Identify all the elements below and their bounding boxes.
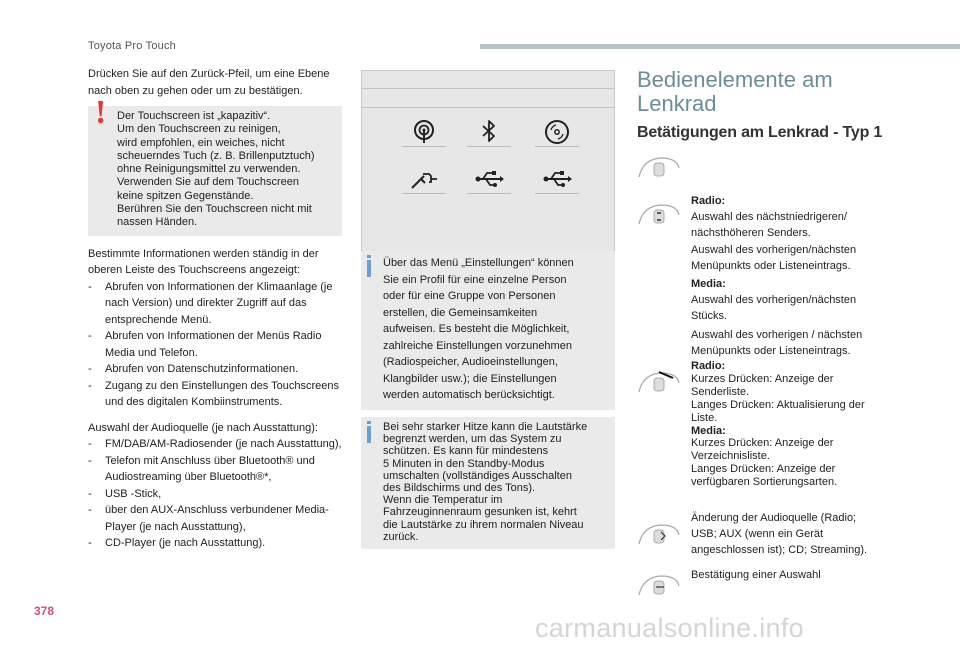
warning-line: scheuerndes Tuch (z. B. Brillenputztuch): [117, 149, 315, 162]
steering-list-icon: [637, 370, 681, 396]
radio-icon[interactable]: [409, 117, 439, 147]
warning-line: nassen Händen.: [117, 216, 198, 229]
desc-line: Änderung der Audioquelle (Radio;: [691, 512, 857, 524]
desc-line: Menüpunkts oder Listeneintrags.: [691, 259, 851, 272]
desc-line: Auswahl des vorherigen/nächsten: [691, 243, 857, 256]
desc-line: verfügbaren Sortierungsarten.: [691, 476, 838, 489]
section-title: [637, 68, 833, 116]
info-line: aufweisen. Es besteht die Möglichkeit,: [383, 323, 570, 335]
info-line: begrenzt werden, um das System zu: [383, 433, 562, 446]
usb-icon[interactable]: [542, 164, 572, 194]
info-line: Bei sehr starker Hitze kann die Lautstärke: [383, 421, 588, 433]
info-line: die Lautstärke zu ihrem normalen Niveau: [383, 518, 584, 531]
info-line: zurück.: [383, 530, 419, 543]
icon-underline: [402, 193, 446, 194]
list-item: - CD-Player (je nach Ausstattung).: [88, 535, 342, 552]
desc-line: angeschlossen ist); CD; Streaming).: [691, 544, 868, 557]
info-line: erstellen, die Gemeinsamkeiten: [383, 306, 538, 319]
info-line: des Bildschirms und des Tons).: [383, 482, 536, 495]
warning-line: Verwenden Sie auf dem Touchscreen: [117, 176, 300, 189]
info-line: Über das Menü „Einstellungen“ können: [383, 257, 574, 269]
section-title-line: Lenkrad: [637, 91, 717, 116]
section-title-line: Bedienelemente am: [637, 67, 833, 92]
info-line: schützen. Es kann für mindestens: [383, 445, 549, 458]
list-item: - USB -Stick,: [88, 486, 342, 503]
control-desc-list: [691, 360, 891, 489]
page-number: 378: [34, 604, 55, 618]
list-item: - Zugang zu den Einstellungen des Touchscreens und des digitalen Kombiinstruments.: [88, 378, 342, 411]
info-line: werden automatisch berücksichtigt.: [383, 389, 555, 401]
warning-line: wird empfohlen, ein weiches, nicht: [117, 136, 285, 149]
source-list: [88, 436, 342, 552]
info-line: oder für eine Gruppe von Personen: [383, 290, 556, 302]
desc-line: Langes Drücken: Aktualisierung der: [691, 398, 865, 411]
list-item: - FM/DAB/AM-Radiosender (je nach Ausstattung),: [88, 436, 342, 453]
watermark: carmanualsonline.info: [535, 613, 804, 643]
intro-text: Drücken Sie auf den Zurück-Pfeil, um eine Ebene nach oben zu gehen oder um zu bestätigen.: [88, 68, 330, 97]
source-info: [88, 420, 342, 552]
desc-line: Langes Drücken: Anzeige der: [691, 463, 836, 476]
topbar-list: [88, 279, 342, 411]
desc-line: Auswahl des vorherigen / nächsten: [691, 328, 863, 341]
list-item: - über den AUX-Anschluss verbundener Media-Player (je nach Ausstattung),: [88, 502, 342, 535]
info-box-settings: [361, 251, 615, 410]
desc-line: Menüpunkts oder Listeneintrags.: [691, 344, 851, 357]
source-intro: Auswahl der Audioquelle (je nach Ausstattung):: [88, 421, 318, 434]
list-item: - Telefon mit Anschluss über Bluetooth® und Audiostreaming über Bluetooth®*,: [88, 453, 342, 486]
desc-line: Verzeichnisliste.: [691, 450, 770, 463]
header-title: Toyota Pro Touch: [88, 40, 176, 52]
icon-underline: [467, 146, 511, 147]
warning-line: Um den Touchscreen zu reinigen,: [117, 123, 281, 136]
control-desc-confirm: Bestätigung einer Auswahl: [691, 569, 821, 581]
desc-line: Auswahl des nächstniedrigeren/: [691, 211, 847, 224]
info-line: Fahrzeuginnenraum gesunken ist, kehrt: [383, 506, 577, 519]
info-line: (Radiospeicher, Audioeinstellungen,: [383, 356, 558, 368]
info-line: Wenn die Temperatur im: [383, 494, 503, 507]
info-icon: [367, 255, 371, 258]
icon-underline: [467, 193, 511, 194]
header-bar: [480, 44, 960, 49]
info-line: umschalten (vollständiges Ausschalten: [383, 469, 572, 482]
screen-bar: [362, 107, 614, 108]
media-label: Media:: [691, 278, 726, 291]
cd-icon[interactable]: [542, 117, 572, 147]
desc-line: Liste.: [691, 411, 718, 424]
list-item: - Abrufen von Informationen der Klimaanlage (je nach Version) und direkter Zugriff auf das entsprechende Menü.: [88, 279, 342, 329]
info-line: zahlreiche Einstellungen vorzunehmen: [383, 339, 572, 352]
media-label: Media:: [691, 424, 726, 437]
info-icon: [367, 421, 371, 424]
control-desc-source: [691, 510, 891, 559]
desc-line: Stücks.: [691, 310, 728, 323]
list-item: - Abrufen von Datenschutzinformationen.: [88, 361, 342, 378]
usb-icon[interactable]: [474, 164, 504, 194]
warning-line: Der Touchscreen ist „kapazitiv“.: [117, 110, 271, 122]
steering-confirm-icon: [637, 573, 681, 599]
screen-illustration: [361, 70, 615, 255]
info-icon-bar: [367, 426, 371, 443]
aux-icon[interactable]: [409, 164, 439, 194]
warning-line: keine spitzen Gegenstände.: [117, 189, 254, 202]
topbar-intro: Bestimmte Informationen werden ständig in der oberen Leiste des Touchscreens angezeigt:: [88, 247, 319, 277]
control-desc-arrows: [691, 193, 891, 359]
steering-source-icon: [637, 522, 681, 548]
desc-line: nächsthöheren Senders.: [691, 227, 811, 240]
radio-label: Radio:: [691, 195, 726, 207]
icon-underline: [535, 146, 579, 147]
info-icon-bar: [367, 260, 371, 277]
warning-box: [88, 94, 342, 236]
list-item: - Abrufen von Informationen der Menüs Radio Media und Telefon.: [88, 328, 342, 361]
warning-line: Berühren Sie den Touchscreen nicht mit: [117, 203, 312, 216]
desc-line: Auswahl des vorherigen/nächsten: [691, 294, 857, 307]
desc-line: Kurzes Drücken: Anzeige der: [691, 372, 834, 385]
icon-underline: [535, 193, 579, 194]
desc-line: Kurzes Drücken: Anzeige der: [691, 437, 834, 450]
topbar-info: [88, 246, 342, 411]
warning-line: ohne Reinigungsmittel zu verwenden.: [117, 163, 301, 176]
section-subtitle: Betätigungen am Lenkrad - Typ 1: [637, 124, 883, 141]
info-line: Klangbilder usw.); die Einstellungen: [383, 372, 557, 385]
screen-bar: [362, 88, 614, 89]
info-line: Sie ein Profil für eine einzelne Person: [383, 273, 567, 286]
icon-underline: [402, 146, 446, 147]
desc-line: Senderliste.: [691, 385, 750, 398]
steering-controls-icon: [637, 155, 681, 181]
info-box-heat: [361, 417, 615, 549]
column-left: [88, 66, 342, 552]
warning-icon: !: [95, 94, 107, 131]
radio-label: Radio:: [691, 360, 726, 372]
info-line: 5 Minuten in den Standby-Modus: [383, 457, 545, 470]
steering-arrows-icon: [637, 202, 681, 228]
desc-line: USB; AUX (wenn ein Gerät: [691, 528, 824, 541]
bluetooth-icon[interactable]: [474, 117, 504, 147]
